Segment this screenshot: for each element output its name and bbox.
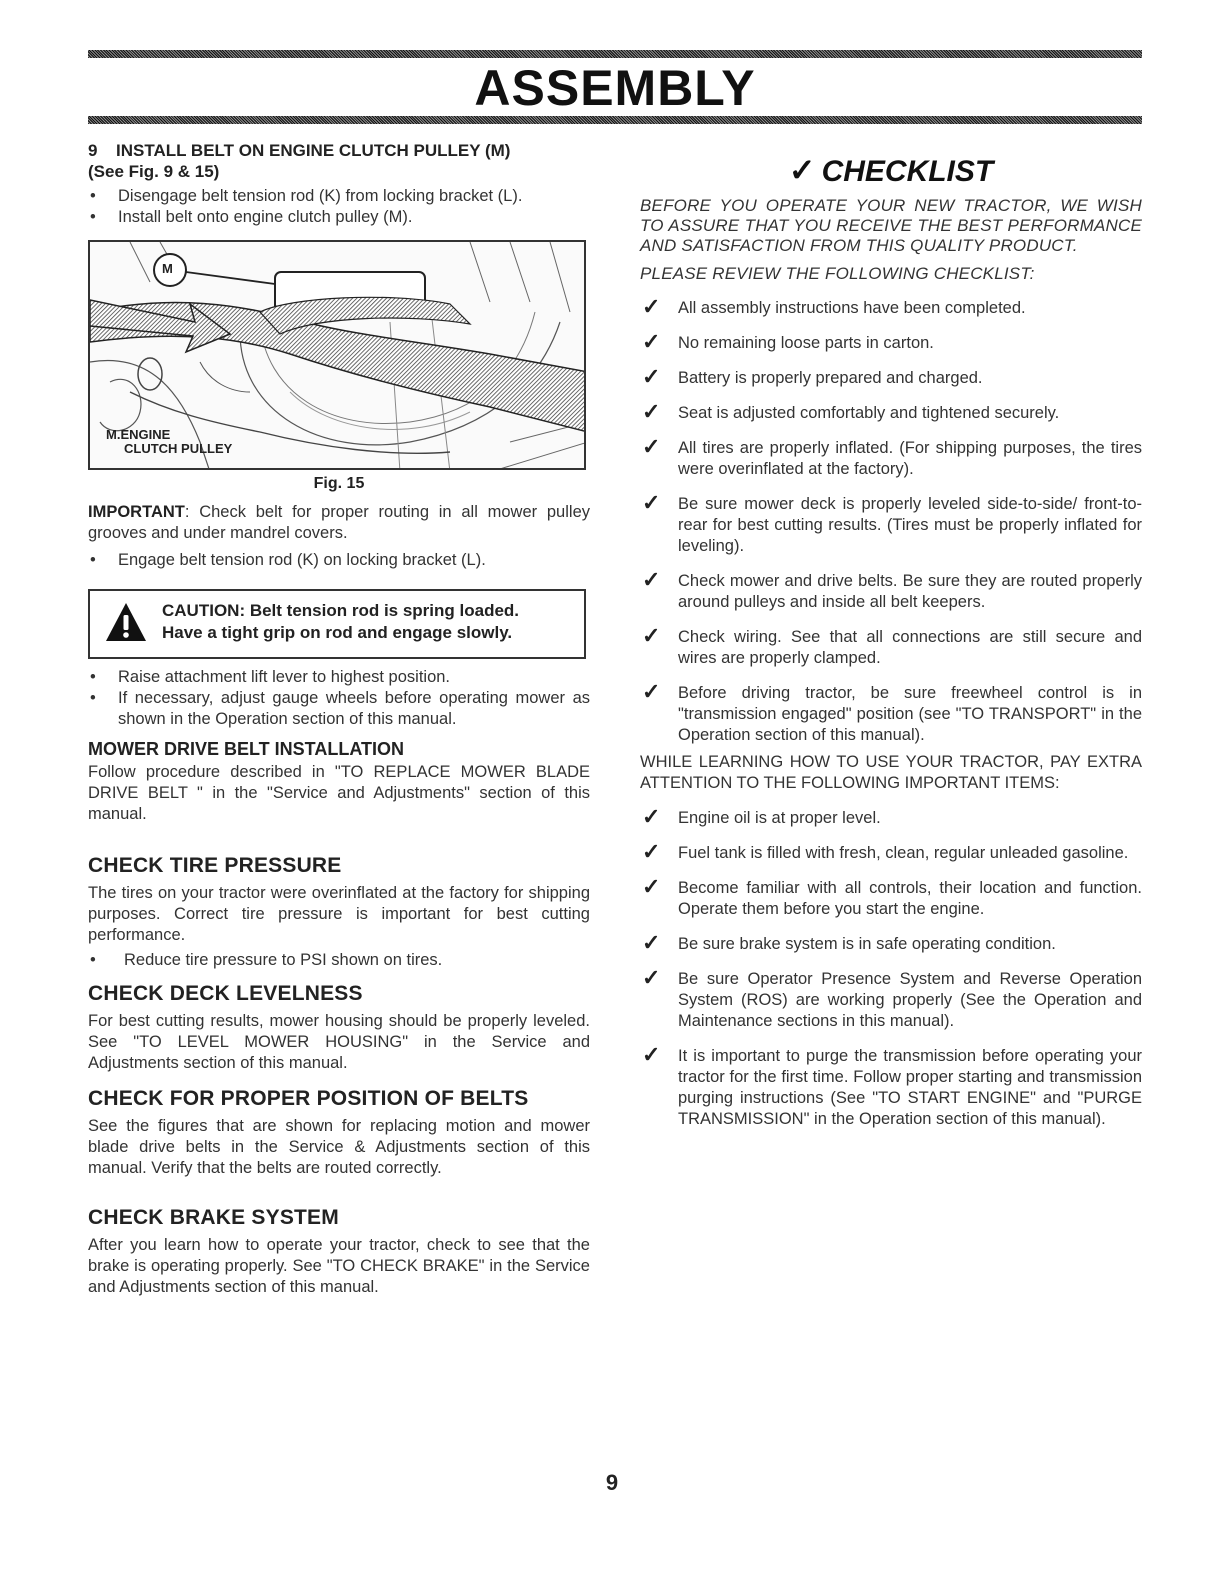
page-title: ASSEMBLY	[474, 60, 756, 116]
important-note	[88, 502, 590, 544]
step-bullets	[88, 186, 590, 228]
tire-heading: CHECK TIRE PRESSURE	[88, 854, 342, 877]
check-icon: ✓	[642, 434, 661, 459]
check-icon: ✓	[642, 1042, 661, 1067]
list-item: ✓ All assembly instructions have been completed.	[642, 294, 1026, 319]
step-heading	[88, 140, 590, 182]
check-icon: ✓	[788, 152, 816, 188]
caution-line2: Have a tight grip on rod and engage slowly.	[162, 623, 513, 642]
list-item: ✓ Check wiring. See that all connections are still secure and wires are properly clamped.	[642, 623, 1142, 667]
check-icon: ✓	[642, 329, 661, 354]
check-icon: ✓	[642, 490, 661, 515]
header-rule-bottom	[88, 116, 1142, 124]
after-bullets	[88, 667, 590, 730]
caution-box	[88, 589, 586, 659]
important-label: IMPORTANT	[88, 503, 185, 521]
left-column	[88, 140, 590, 1298]
list-item: ✓ No remaining loose parts in carton.	[642, 329, 934, 354]
figure-part-label	[106, 428, 232, 456]
check-icon: ✓	[642, 930, 661, 955]
figure-caption: Fig. 15	[313, 475, 365, 492]
list-item: • Disengage belt tension rod (K) from locking bracket (L).	[88, 186, 590, 207]
figure-callout-m: M	[162, 261, 173, 276]
check-icon: ✓	[642, 839, 661, 864]
list-item: ✓ Before driving tractor, be sure freewheel control is in "transmission engaged" position (see "TO TRANSPORT" in the Operation section of this manual).	[642, 679, 1142, 744]
list-item: ✓ Become familiar with all controls, their location and function. Operate them before you start the engine.	[642, 874, 1142, 918]
list-item: • Install belt onto engine clutch pulley (M).	[88, 207, 590, 228]
list-item: ✓ Engine oil is at proper level.	[642, 804, 881, 829]
list-item: • If necessary, adjust gauge wheels before operating mower as shown in the Operation section of this manual.	[88, 688, 590, 730]
important-text: : Check belt for proper routing in all mower pulley grooves and under mandrel covers.	[88, 503, 590, 542]
list-item: ✓ Seat is adjusted comfortably and tightened securely.	[642, 399, 1060, 424]
page-number: 9	[605, 1470, 619, 1495]
list-item: ✓ Be sure Operator Presence System and Reverse Operation System (ROS) are working properly (See the Operation and Maintenance sections in this manual).	[642, 965, 1142, 1030]
figure-15	[88, 240, 586, 470]
mower-drive-heading: MOWER DRIVE BELT INSTALLATION	[88, 739, 404, 759]
check-icon: ✓	[642, 804, 661, 829]
header-rule-top	[88, 50, 1142, 58]
list-item: ✓ Battery is properly prepared and charged.	[642, 364, 983, 389]
tire-text: The tires on your tractor were overinflated at the factory for shipping purposes. Correct tire pressure is important for best cutting performance.	[88, 884, 590, 944]
list-item: ✓ All tires are properly inflated. (For shipping purposes, the tires were overinflated at the factory).	[642, 434, 1142, 478]
figure-label-line2: CLUTCH PULLEY	[124, 441, 233, 456]
important-items	[640, 804, 1142, 1130]
list-item: • Engage belt tension rod (K) on locking bracket (L).	[88, 550, 590, 571]
brake-text: After you learn how to operate your tractor, check to see that the brake is operating properly. See "TO CHECK BRAKE" in the Service and Adjustments section of this manual.	[88, 1236, 590, 1296]
list-item: ✓ Be sure brake system is in safe operating condition.	[642, 930, 1056, 955]
while-learning-text: WHILE LEARNING HOW TO USE YOUR TRACTOR, PAY EXTRA ATTENTION TO THE FOLLOWING IMPORTANT ITEMS:	[640, 753, 1142, 792]
tire-bullets	[88, 950, 590, 971]
belts-text: See the figures that are shown for replacing motion and mower blade drive belts in the Service & Adjustments section of this manual. Verify that the belts are routed correctly.	[88, 1117, 590, 1177]
warning-triangle-icon	[104, 601, 148, 645]
list-item: ✓ It is important to purge the transmission before operating your tractor for the first time. Follow proper starting and transmission purging instructions (See "TO START ENGINE" and "PURGE TRANSMISSION" in the Operation section of this manual).	[642, 1042, 1142, 1128]
check-icon: ✓	[642, 567, 661, 592]
check-icon: ✓	[642, 679, 661, 704]
caution-line1: CAUTION: Belt tension rod is spring loaded.	[162, 601, 520, 620]
list-item: • Reduce tire pressure to PSI shown on tires.	[88, 950, 590, 971]
check-icon: ✓	[642, 623, 661, 648]
figure-label-line1: M.ENGINE	[106, 427, 171, 442]
engage-bullets	[88, 550, 590, 571]
step-number: 9	[88, 141, 98, 160]
check-icon: ✓	[642, 364, 661, 389]
belts-heading: CHECK FOR PROPER POSITION OF BELTS	[88, 1087, 529, 1110]
step-title: INSTALL BELT ON ENGINE CLUTCH PULLEY (M)	[116, 141, 511, 160]
list-item: • Raise attachment lift lever to highest position.	[88, 667, 590, 688]
check-icon: ✓	[642, 874, 661, 899]
checklist-review: PLEASE REVIEW THE FOLLOWING CHECKLIST:	[640, 264, 1035, 283]
right-column	[640, 140, 1142, 1130]
checklist-intro: BEFORE YOU OPERATE YOUR NEW TRACTOR, WE WISH TO ASSURE THAT YOU RECEIVE THE BEST PERFORMANCE AND SATISFACTION FROM THIS QUALITY PRODUCT.	[640, 196, 1142, 255]
checklist-title	[640, 152, 1142, 190]
list-item: ✓ Check mower and drive belts. Be sure they are routed properly around pulleys and inside all belt keepers.	[642, 567, 1142, 611]
step-subtitle: (See Fig. 9 & 15)	[88, 162, 220, 181]
check-icon: ✓	[642, 294, 661, 319]
list-item: ✓ Be sure mower deck is properly leveled side-to-side/ front-to-rear for best cutting results. (Tires must be properly inflated for leveling).	[642, 490, 1142, 555]
list-item: ✓ Fuel tank is filled with fresh, clean, regular unleaded gasoline.	[642, 839, 1129, 864]
mower-drive-text: Follow procedure described in "TO REPLACE MOWER BLADE DRIVE BELT " in the "Service and Adjustments" section of this manual.	[88, 763, 590, 823]
deck-heading: CHECK DECK LEVELNESS	[88, 982, 363, 1005]
checklist-title-text: CHECKLIST	[821, 155, 994, 188]
deck-text: For best cutting results, mower housing should be properly leveled. See "TO LEVEL MOWER HOUSING" in the Service and Adjustments section of this manual.	[88, 1012, 590, 1072]
brake-heading: CHECK BRAKE SYSTEM	[88, 1206, 339, 1229]
checklist-items	[640, 294, 1142, 746]
check-icon: ✓	[642, 399, 661, 424]
check-icon: ✓	[642, 965, 661, 990]
